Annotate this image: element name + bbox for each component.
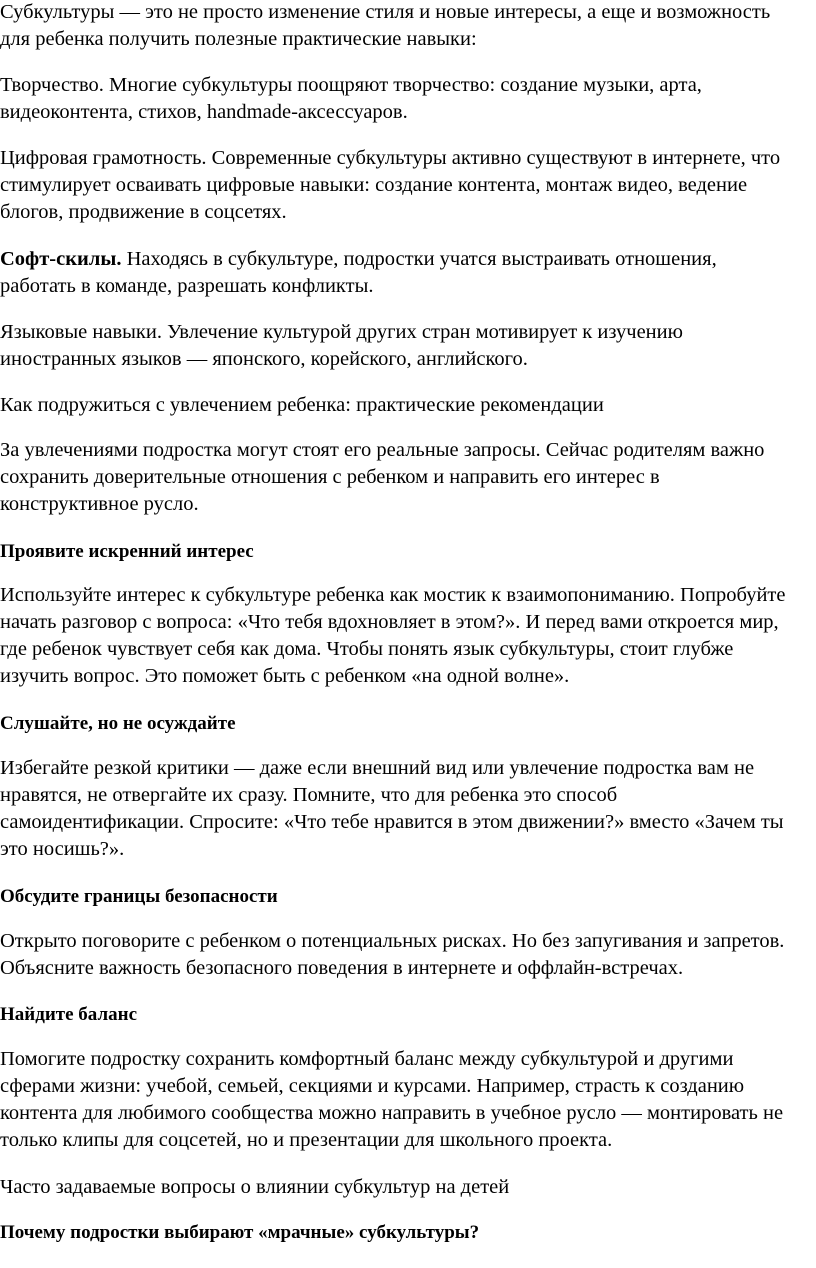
text-line: Избегайте резкой критики — даже если внешний вид или увлечение подростка вам не: [0, 757, 755, 779]
text-line: сохранить доверительные отношения с ребенком и направить его интерес в: [0, 466, 660, 488]
text-line: для ребенка получить полезные практические навыки:: [0, 28, 477, 50]
paragraph-listen: [0, 755, 816, 863]
text-line: самоидентификации. Спросите: «Что тебе нравится в этом движении?» вместо «Зачем ты: [0, 811, 784, 833]
paragraph-safety: [0, 928, 816, 982]
text-line: контента для любимого сообщества можно направить в учебное русло — монтировать не: [0, 1102, 784, 1124]
heading-safety: Обсудите границы безопасности: [0, 886, 278, 907]
heading-listen: Слушайте, но не осуждайте: [0, 713, 236, 734]
text-line: только клипы для соцсетей, но и презентации для школьного проекта.: [0, 1129, 613, 1151]
text-line: За увлечениями подростка могут стоят его реальные запросы. Сейчас родителям важно: [0, 439, 765, 461]
text-line: Цифровая грамотность. Современные субкультуры активно существуют в интернете, что: [0, 147, 781, 169]
paragraph-digital-literacy: [0, 145, 816, 226]
heading-show-interest: Проявите искренний интерес: [0, 541, 254, 562]
text-line: Используйте интерес к субкультуре ребенка как мостик к взаимопониманию. Попробуйте: [0, 584, 786, 606]
text-line: Часто задаваемые вопросы о влиянии субкультур на детей: [0, 1176, 510, 1198]
text-line: Объясните важность безопасного поведения в интернете и оффлайн-встречах.: [0, 957, 684, 979]
text-line: Языковые навыки. Увлечение культурой других стран мотивирует к изучению: [0, 321, 683, 343]
text-line: сферами жизни: учебой, семьей, секциями и курсами. Например, страсть к созданию: [0, 1075, 745, 1097]
paragraph-section-title: [0, 392, 816, 419]
paragraph-soft-skills: [0, 246, 816, 300]
paragraph-creativity: [0, 72, 816, 126]
text-run: Находясь в субкультуре, подростки учатся выстраивать отношения,: [121, 248, 717, 270]
text-line: начать разговор с вопроса: «Что тебя вдохновляет в этом?». И перед вами откроется мир,: [0, 611, 779, 633]
text-line: нравятся, не отвергайте их сразу. Помните, что для ребенка это способ: [0, 784, 618, 806]
paragraph-faq-title: [0, 1174, 816, 1201]
text-line: видеоконтента, стихов, handmade-аксессуаров.: [0, 101, 408, 123]
paragraph-show-interest: [0, 582, 816, 690]
text-line: Творчество. Многие субкультуры поощряют творчество: создание музыки, арта,: [0, 74, 702, 96]
text-line: [0, 246, 816, 273]
text-line: Открыто поговорите с ребенком о потенциальных рисках. Но без запугивания и запретов.: [0, 930, 785, 952]
heading-balance: Найдите баланс: [0, 1004, 138, 1025]
paragraph-language-skills: [0, 319, 816, 373]
text-line: Субкультуры — это не просто изменение стиля и новые интересы, а еще и возможность: [0, 1, 771, 23]
text-line: где ребенок чувствует себя как дома. Чтобы понять язык субкультуры, стоит глубже: [0, 638, 734, 660]
text-line: блогов, продвижение в соцсетях.: [0, 201, 287, 223]
text-line: стимулирует осваивать цифровые навыки: создание контента, монтаж видео, ведение: [0, 174, 748, 196]
text-line: конструктивное русло.: [0, 493, 199, 515]
heading-gloomy-subcultures: Почему подростки выбирают «мрачные» субкультуры?: [0, 1222, 480, 1243]
text-line: это носишь?».: [0, 838, 125, 860]
text-line: изучить вопрос. Это поможет быть с ребенком «на одной волне».: [0, 665, 570, 687]
text-line: работать в команде, разрешать конфликты.: [0, 275, 374, 297]
bold-term: Софт-скилы.: [0, 248, 122, 270]
paragraph-balance: [0, 1046, 816, 1154]
paragraph-intro: [0, 0, 816, 53]
paragraph-recommendations-intro: [0, 437, 816, 518]
text-line: Как подружиться с увлечением ребенка: практические рекомендации: [0, 394, 604, 416]
text-line: Помогите подростку сохранить комфортный баланс между субкультурой и другими: [0, 1048, 734, 1070]
text-line: иностранных языков — японского, корейского, английского.: [0, 348, 528, 370]
